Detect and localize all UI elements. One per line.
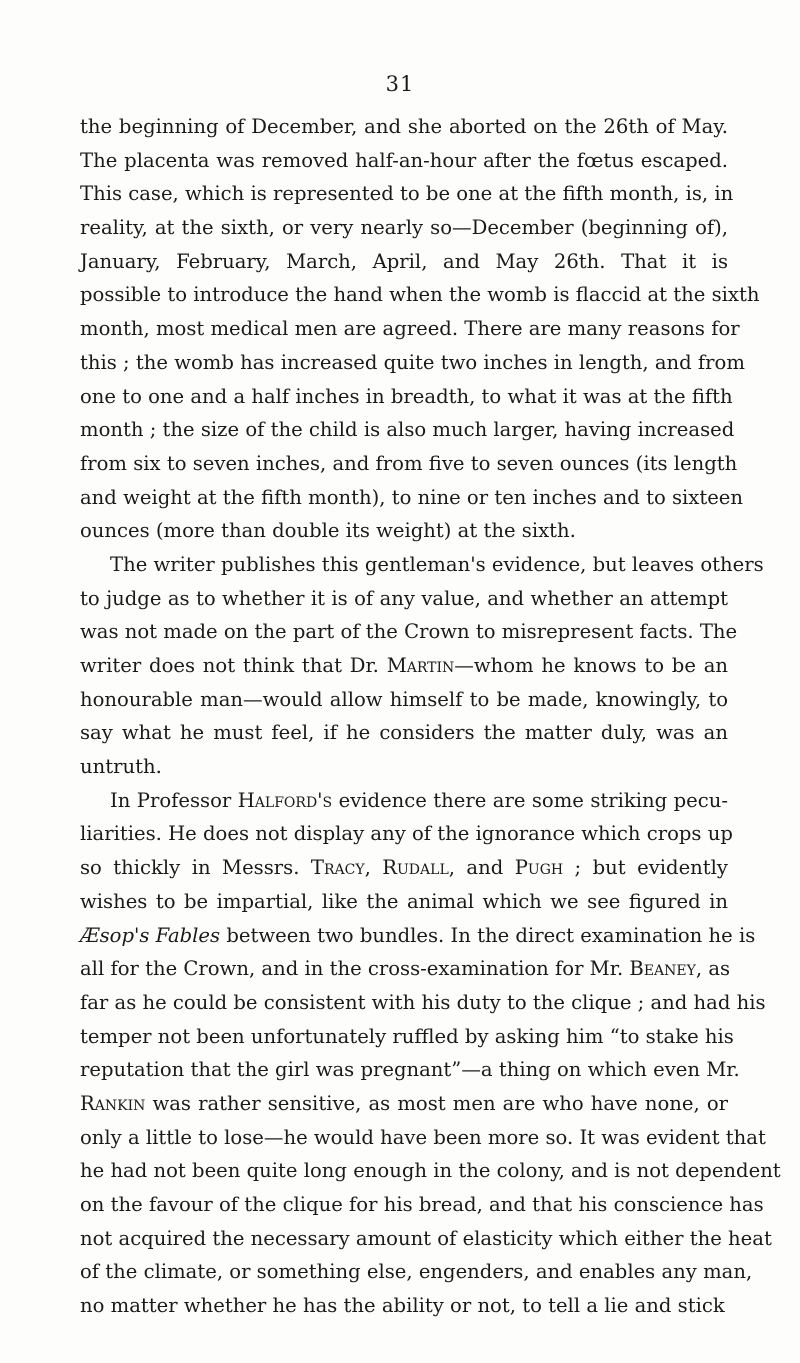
text-line: wishes to be impartial, like the animal which we see figured in [80,889,728,913]
text-run: so thickly in Messrs. [80,856,311,880]
text-line: far as he could be consistent with his duty to the clique ; and had his [80,990,766,1014]
text-line: liarities. He does not display any of the ignorance which crops up [80,822,733,846]
small-caps-name: Halford's [237,788,333,812]
text-line: no matter whether he has the ability or not, to tell a lie and stick [80,1294,725,1318]
text-line: on the favour of the clique for his bread, and that his conscience has [80,1193,764,1216]
text-line: say what he must feel, if he considers the matter duly, was an [80,721,728,745]
small-caps-name: Tracy, Rudall, [310,856,455,880]
text-line: from six to seven inches, and from five to seven ounces (its length [80,451,738,475]
text-line: one to one and a half inches in breadth, to what it was at the fifth [80,384,733,408]
page-number: 31 [385,72,415,96]
italic-title: Æsop's Fables [80,923,221,947]
text-line: to judge as to whether it is of any value, and whether an attempt [80,586,728,610]
small-caps-name: Pugh [514,856,564,880]
text-line: January, February, March, April, and May 26th. That it is [80,249,728,273]
text-run: writer does not think that Dr. [80,654,387,677]
text-line [80,1087,728,1121]
text-line [80,952,731,986]
text-line [80,649,728,683]
text-line: honourable man—would allow himself to be made, knowingly, to [80,687,728,711]
text-line: month ; the size of the child is also much larger, having increased [80,418,735,442]
text-run: as [702,957,731,981]
text-line: reality, at the sixth, or very nearly so—December (beginning of), [80,216,728,240]
text-run: between two bundles. In the direct examination he is [220,923,756,947]
text-line: untruth. [80,755,162,779]
text-run: was rather sensitive, as most men are who have none, or [145,1091,728,1115]
text-line: The placenta was removed half-an-hour after the fœtus escaped. [80,148,728,172]
text-line: month, most medical men are agreed. There are many reasons for [80,317,740,341]
small-caps-name: Beaney, [629,957,703,981]
text-run: In Professor [110,788,238,812]
text-line: not acquired the necessary amount of elasticity which either the heat [80,1226,772,1250]
text-line: temper not been unfortunately ruffled by asking him “to stake his [80,1024,734,1048]
text-line [80,784,728,818]
text-line: ounces (more than double its weight) at the sixth. [80,519,576,543]
text-line: and weight at the fifth month), to nine or ten inches and to sixteen [80,485,744,509]
text-run: ; but evidently [563,856,728,880]
text-line [80,851,728,885]
text-line: this ; the womb has increased quite two inches in length, and from [80,350,745,374]
text-line [80,919,756,953]
text-line: only a little to lose—he would have been more so. It was evident that [80,1125,766,1149]
text-line: he had not been quite long enough in the colony, and is not dependent [80,1159,781,1183]
text-line: The writer publishes this gentleman's evidence, but leaves others [110,552,764,576]
small-caps-name: Martin [386,654,455,677]
small-caps-name: Rankin [80,1091,146,1115]
text-line: possible to introduce the hand when the womb is flaccid at the sixth [80,283,760,307]
text-run: evidence there are some striking pecu- [332,788,728,812]
text-line: the beginning of December, and she aborted on the 26th of May. [80,115,728,138]
text-line: was not made on the part of the Crown to misrepresent facts. The [80,620,738,644]
text-run: all for the Crown, and in the cross-examination for Mr. [80,957,630,981]
text-line: reputation that the girl was pregnant”—a thing on which even Mr. [80,1058,740,1082]
text-run: and [454,856,515,880]
body-text [80,110,781,1323]
text-run: —whom he knows to be an [454,654,728,677]
text-line: of the climate, or something else, engenders, and enables any man, [80,1260,753,1284]
text-line: This case, which is represented to be one at the fifth month, is, in [80,182,734,206]
